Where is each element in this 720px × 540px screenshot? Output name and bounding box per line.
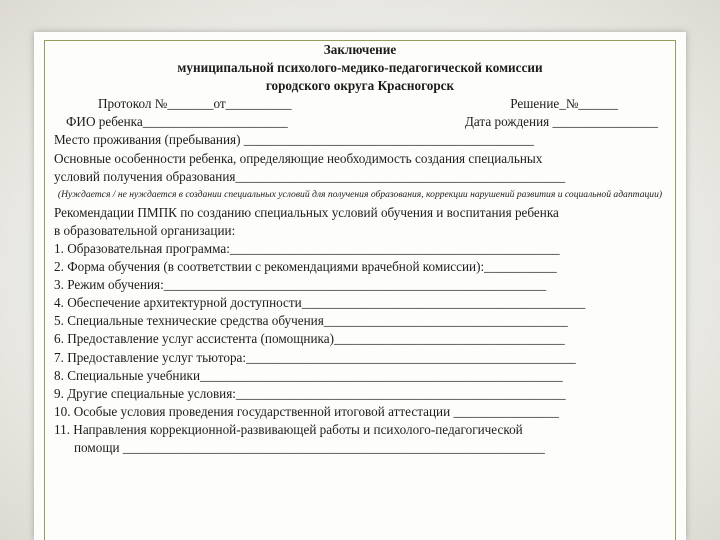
list-item: 1. Образовательная программа:__________________________________________________ bbox=[54, 240, 560, 256]
list-item: 7. Предоставление услуг тьютора:__________________________________________________ bbox=[54, 349, 576, 365]
decision-field: Решение_№______ bbox=[510, 96, 618, 112]
list-item-continuation: помощи ________________________________________________________________ bbox=[74, 439, 545, 455]
protocol-field: Протокол №_______от__________ bbox=[98, 96, 292, 112]
document-title: Заключение bbox=[323, 42, 397, 57]
commission-name: муниципальной психолого-медико-педагогической комиссии bbox=[177, 60, 543, 76]
needs-note: (Нуждается / не нуждается в создании специальных условий для получения образования, коррекции нарушений развития и социальной адаптации) bbox=[57, 188, 663, 200]
protocol-row bbox=[54, 95, 666, 113]
recommendations-list bbox=[54, 240, 666, 457]
list-item: 8. Специальные учебники_______________________________________________________ bbox=[54, 367, 563, 383]
document-content bbox=[54, 41, 666, 457]
recommendations-title-1: Рекомендации ПМПК по созданию специальных условий обучения и воспитания ребенка bbox=[54, 204, 559, 220]
list-item: 3. Режим обучения:__________________________________________________________ bbox=[54, 277, 547, 293]
child-name-field: ФИО ребенка______________________ bbox=[66, 114, 288, 130]
residence-field: Место проживания (пребывания) ____________________________________________ bbox=[54, 132, 534, 148]
features-line-2: условий получения образования__________________________________________________ bbox=[54, 168, 566, 184]
list-item: 10. Особые условия проведения государственной итоговой аттестации ________________ bbox=[54, 403, 559, 419]
list-item: 5. Специальные технические средства обучения_____________________________________ bbox=[54, 313, 568, 329]
recommendations-title-2: в образовательной организации: bbox=[54, 222, 236, 238]
district-name: городского округа Красногорск bbox=[265, 78, 455, 94]
birth-date-field: Дата рождения ________________ bbox=[464, 114, 658, 130]
list-item: 9. Другие специальные условия:__________________________________________________ bbox=[54, 385, 566, 401]
features-line-1: Основные особенности ребенка, определяющие необходимость создания специальных bbox=[54, 150, 543, 166]
list-item: 2. Форма обучения (в соответствии с рекомендациями врачебной комиссии):___________ bbox=[54, 259, 557, 275]
list-item: 4. Обеспечение архитектурной доступности___________________________________________ bbox=[54, 295, 586, 311]
list-item: 11. Направления коррекционной-развивающей работы и психолого-педагогической bbox=[54, 421, 523, 437]
child-row bbox=[54, 113, 666, 131]
list-item: 6. Предоставление услуг ассистента (помощника)___________________________________ bbox=[54, 331, 565, 347]
